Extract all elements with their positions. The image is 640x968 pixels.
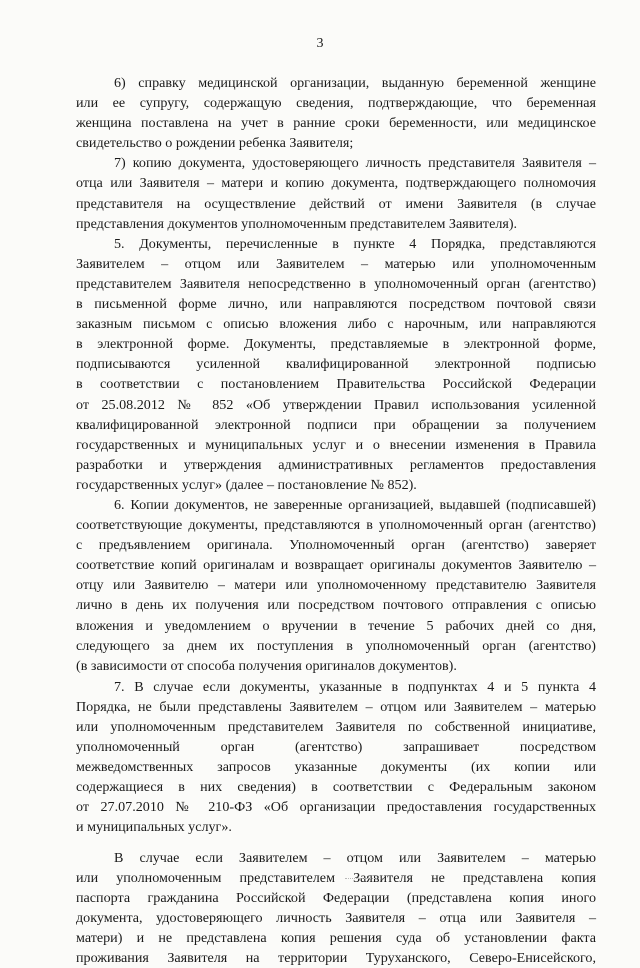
text-line: Порядка, не были представлены Заявителем – отцом или Заявителем – матерью	[76, 698, 596, 715]
paragraph	[76, 495, 596, 676]
text-line: соответствующие документы, представляются в уполномоченный орган (агентство)	[76, 517, 596, 534]
text-line: представителем Заявителя непосредственно в уполномоченный орган (агентство)	[76, 275, 596, 292]
paragraph	[76, 234, 596, 495]
text-line: разработки и утверждения административных регламентов предоставления	[76, 456, 596, 473]
footer-dotted-mark	[345, 878, 385, 879]
text-line: представителя на осуществление действий от имени Заявителя (в случае	[76, 195, 596, 212]
text-line: или ее супругу, содержащую сведения, подтверждающие, что беременная	[76, 95, 596, 112]
text-line: подписываются усиленной квалифицированной электронной подписью	[76, 356, 596, 373]
text-line: квалифицированной электронной подписи при обращении за получением	[76, 416, 596, 433]
paragraph	[76, 677, 596, 838]
text-line: или уполномоченным представителем Заявителя по собственной инициативе,	[76, 719, 596, 735]
text-line: уполномоченный орган (агентство) запрашивает посредством	[76, 739, 596, 756]
text-line: в электронной форме. Документы, представляемые в электронной форме,	[76, 336, 596, 353]
text-line: или уполномоченным представителем Заявителя не представлена копия	[76, 869, 596, 886]
text-line: государственных и муниципальных услуг и о внесении изменения в Правила	[76, 436, 596, 453]
text-line: содержащиеся в них сведения) в соответствии с Федеральным законом	[76, 779, 596, 796]
text-line: (в зависимости от способа получения оригиналов документов).	[76, 657, 457, 674]
text-line: отца или Заявителя – матери и копию документа, подтверждающего полномочия	[76, 175, 596, 192]
text-line: паспорта гражданина Российской Федерации (представлена копия иного	[76, 889, 596, 906]
text-line: государственных услуг» (далее – постановление № 852).	[76, 476, 417, 493]
text-line: матери) и не представлена копия решения суда об установлении факта	[76, 929, 596, 946]
paragraph	[76, 848, 596, 968]
text-line: проживания Заявителя на территории Туруханского, Северо-Енисейского,	[76, 950, 596, 967]
text-line: от 27.07.2010 № 210-ФЗ «Об организации предоставления государственных	[76, 799, 596, 816]
text-line: лично в день их получения или посредством почтового отправления с описью	[76, 597, 596, 614]
text-line: в письменной форме лично, или направляются посредством почтовой связи	[76, 296, 596, 313]
page-number: 3	[316, 36, 324, 51]
paragraph	[76, 73, 596, 153]
text-line: заказным письмом с описью вложения либо с нарочным, или направляются	[76, 316, 596, 333]
text-line: В случае если Заявителем – отцом или Заявителем – матерью	[114, 849, 596, 866]
text-line: женщина поставлена на учет в ранние сроки беременности, или медицинское	[76, 115, 596, 132]
text-line: документа, удостоверяющего личность Заявителя – отца или Заявителя –	[76, 909, 596, 926]
paragraph	[76, 153, 596, 233]
text-line: 6. Копии документов, не заверенные организацией, выдавшей (подписавшей)	[114, 496, 596, 513]
text-line: представления документов уполномоченным представителем Заявителя).	[76, 215, 518, 232]
text-line: с предъявлением оригинала. Уполномоченный орган (агентство) заверяет	[76, 537, 596, 554]
text-line: 6) справку медицинской организации, выданную беременной женщине	[114, 75, 596, 91]
text-line: в соответствии с постановлением Правительства Российской Федерации	[76, 376, 596, 393]
text-line: 7. В случае если документы, указанные в подпунктах 4 и 5 пункта 4	[114, 678, 596, 695]
text-line: следующего за днем их поступления в уполномоченный орган (агентство)	[76, 637, 596, 654]
text-line: Заявителем – отцом или Заявителем – матерью или уполномоченным	[76, 255, 596, 272]
text-line: свидетельство о рождении ребенка Заявителя;	[76, 135, 354, 152]
text-line: 7) копию документа, удостоверяющего личность представителя Заявителя –	[114, 155, 596, 172]
text-line: соответствие копий оригиналам и возвращает оригиналы документов Заявителю –	[76, 557, 596, 574]
text-line: межведомственных запросов указанные документы (их копии или	[76, 759, 596, 776]
text-line: вложения и уведомлением о вручении в течение 5 рабочих дней со дня,	[76, 617, 596, 634]
text-line: и муниципальных услуг».	[76, 819, 232, 836]
text-line: 5. Документы, перечисленные в пункте 4 Порядка, представляются	[114, 235, 596, 252]
text-line: отцу или Заявителю – матери или уполномоченному представителю Заявителя	[76, 577, 596, 594]
document-body	[76, 73, 596, 968]
text-line: от 25.08.2012 № 852 «Об утверждении Правил использования усиленной	[76, 396, 596, 413]
